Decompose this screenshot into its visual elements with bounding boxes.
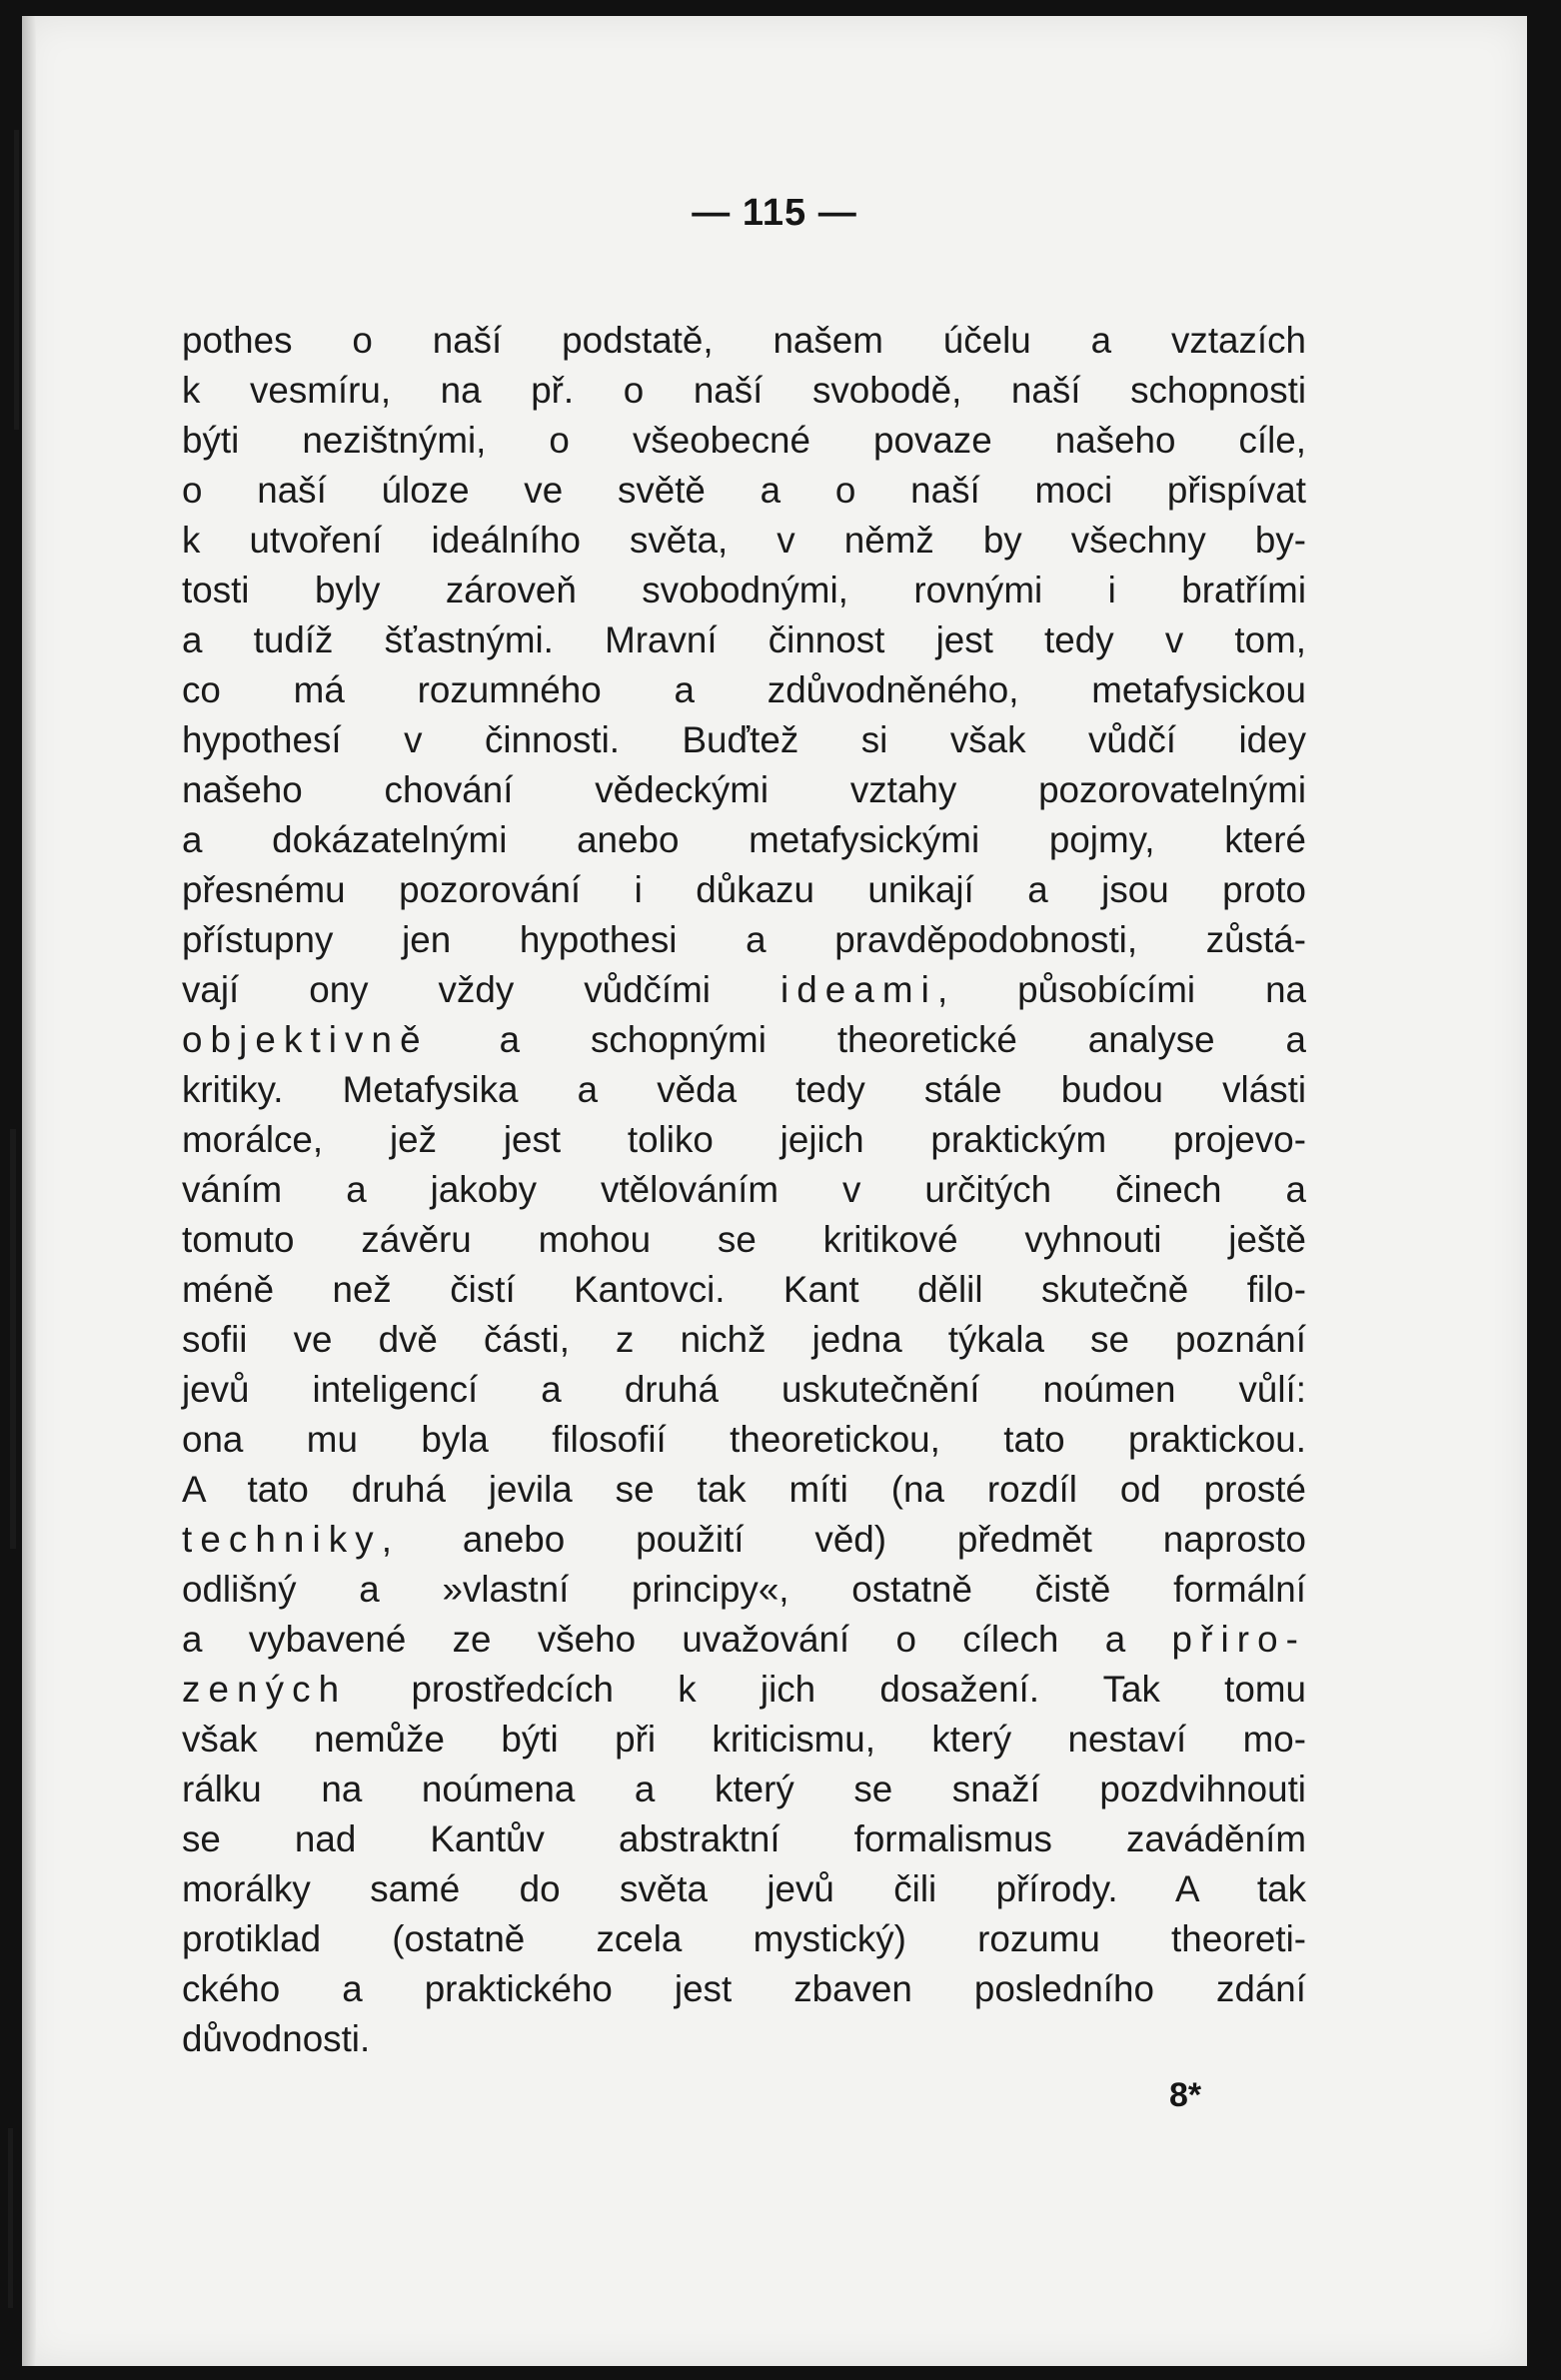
text-line bbox=[182, 1515, 1306, 1565]
text-line bbox=[182, 965, 1306, 1015]
text-segment: se nad Kantův abstraktní formalismus zaváděním bbox=[182, 1818, 1306, 1859]
text-line bbox=[182, 1215, 1306, 1265]
text-line bbox=[182, 1165, 1306, 1215]
text-line bbox=[182, 1315, 1306, 1365]
text-segment: prostředcích k jich dosažení. Tak tomu bbox=[347, 1669, 1306, 1710]
text-line bbox=[182, 1565, 1306, 1615]
text-segment: morálky samé do světa jevů čili přírody. A tak bbox=[182, 1868, 1306, 1909]
text-line bbox=[182, 715, 1306, 765]
text-line bbox=[182, 915, 1306, 965]
text-line bbox=[182, 1765, 1306, 1814]
text-line bbox=[182, 1065, 1306, 1115]
text-segment: odlišný a »vlastní principy«, ostatně čistě formální bbox=[182, 1569, 1306, 1610]
text-line bbox=[182, 1715, 1306, 1765]
spaced-emphasis: objektivně bbox=[182, 1019, 429, 1060]
printer-signature-mark: 8* bbox=[1169, 2076, 1202, 2114]
margin-artifact bbox=[14, 130, 19, 430]
page-number: — 115 — bbox=[692, 192, 857, 234]
page-spine-shadow bbox=[22, 16, 36, 2366]
text-segment: morálce, jež jest toliko jejich praktickým projevo- bbox=[182, 1119, 1306, 1160]
text-line bbox=[182, 316, 1306, 366]
text-segment: k vesmíru, na př. o naší svobodě, naší schopnosti bbox=[182, 370, 1306, 411]
text-segment: k utvoření ideálního světa, v němž by všechny by- bbox=[182, 520, 1306, 561]
text-segment: tomuto závěru mohou se kritikové vyhnouti ještě bbox=[182, 1219, 1306, 1260]
margin-artifact bbox=[8, 2128, 13, 2308]
text-line bbox=[182, 416, 1306, 466]
text-line bbox=[182, 865, 1306, 915]
text-line bbox=[182, 1415, 1306, 1465]
text-line bbox=[182, 765, 1306, 815]
book-page bbox=[22, 16, 1527, 2366]
text-segment: , anebo použití věd) předmět naprosto bbox=[381, 1519, 1306, 1560]
text-segment: hypothesí v činnosti. Buďtež si však vůdčí idey bbox=[182, 719, 1306, 760]
text-line bbox=[182, 566, 1306, 615]
text-line bbox=[182, 2014, 1306, 2064]
text-line bbox=[182, 1814, 1306, 1864]
text-segment: pothes o naší podstatě, našem účelu a vztazích bbox=[182, 320, 1306, 361]
text-line bbox=[182, 665, 1306, 715]
text-segment: rálku na noúmena a který se snaží pozdvihnouti bbox=[182, 1769, 1306, 1809]
text-segment: co má rozumného a zdůvodněného, metafysickou bbox=[182, 669, 1306, 710]
text-line bbox=[182, 1465, 1306, 1515]
text-segment: a schopnými theoretické analyse a bbox=[428, 1019, 1306, 1060]
text-segment: váním a jakoby vtělováním v určitých činech a bbox=[182, 1169, 1306, 1210]
margin-artifact bbox=[10, 1129, 16, 1549]
text-line bbox=[182, 1964, 1306, 2014]
text-segment: důvodnosti. bbox=[182, 2018, 371, 2059]
text-segment: A tato druhá jevila se tak míti (na rozdíl od prosté bbox=[182, 1469, 1306, 1510]
body-text bbox=[182, 316, 1306, 2064]
text-segment: našeho chování vědeckými vztahy pozorovatelnými bbox=[182, 769, 1306, 810]
spaced-emphasis: zených bbox=[182, 1669, 348, 1710]
text-line bbox=[182, 1864, 1306, 1914]
text-line bbox=[182, 1015, 1306, 1065]
text-line bbox=[182, 1665, 1306, 1715]
text-line bbox=[182, 1365, 1306, 1415]
text-segment: sofii ve dvě části, z nichž jedna týkala se poznání bbox=[182, 1319, 1306, 1360]
spaced-emphasis: přiro- bbox=[1171, 1619, 1306, 1660]
text-segment: kritiky. Metafysika a věda tedy stále budou vlásti bbox=[182, 1069, 1306, 1110]
text-segment: přístupny jen hypothesi a pravděpodobnosti, zůstá- bbox=[182, 919, 1306, 960]
text-line bbox=[182, 615, 1306, 665]
spaced-emphasis: techniky bbox=[182, 1519, 382, 1560]
text-segment: tosti byly zároveň svobodnými, rovnými i bratřími bbox=[182, 570, 1306, 610]
text-segment: ckého a praktického jest zbaven posledního zdání bbox=[182, 1968, 1306, 2009]
text-segment: o naší úloze ve světě a o naší moci přispívat bbox=[182, 470, 1306, 511]
text-segment: méně než čistí Kantovci. Kant dělil skutečně filo- bbox=[182, 1269, 1306, 1310]
text-line bbox=[182, 1615, 1306, 1665]
text-segment: a dokázatelnými anebo metafysickými pojmy, které bbox=[182, 819, 1306, 860]
text-line bbox=[182, 366, 1306, 416]
text-line bbox=[182, 1115, 1306, 1165]
text-line bbox=[182, 815, 1306, 865]
text-line bbox=[182, 1914, 1306, 1964]
text-segment: vají ony vždy vůdčími bbox=[182, 969, 780, 1010]
spaced-emphasis: ideami bbox=[780, 969, 937, 1010]
text-line bbox=[182, 1265, 1306, 1315]
text-segment: jevů inteligencí a druhá uskutečnění noúmen vůlí: bbox=[182, 1369, 1306, 1410]
text-segment: však nemůže býti při kriticismu, který nestaví mo- bbox=[182, 1719, 1306, 1760]
text-segment: přesnému pozorování i důkazu unikají a jsou proto bbox=[182, 869, 1306, 910]
text-segment: a tudíž šťastnými. Mravní činnost jest tedy v tom, bbox=[182, 619, 1306, 660]
text-line bbox=[182, 516, 1306, 566]
text-segment: a vybavené ze všeho uvažování o cílech a bbox=[182, 1619, 1172, 1660]
text-segment: ona mu byla filosofií theoretickou, tato praktickou. bbox=[182, 1419, 1306, 1460]
text-segment: protiklad (ostatně zcela mystický) rozumu theoreti- bbox=[182, 1918, 1306, 1959]
text-segment: býti nezištnými, o všeobecné povaze našeho cíle, bbox=[182, 420, 1306, 461]
text-segment: , působícími na bbox=[936, 969, 1307, 1010]
text-line bbox=[182, 466, 1306, 516]
